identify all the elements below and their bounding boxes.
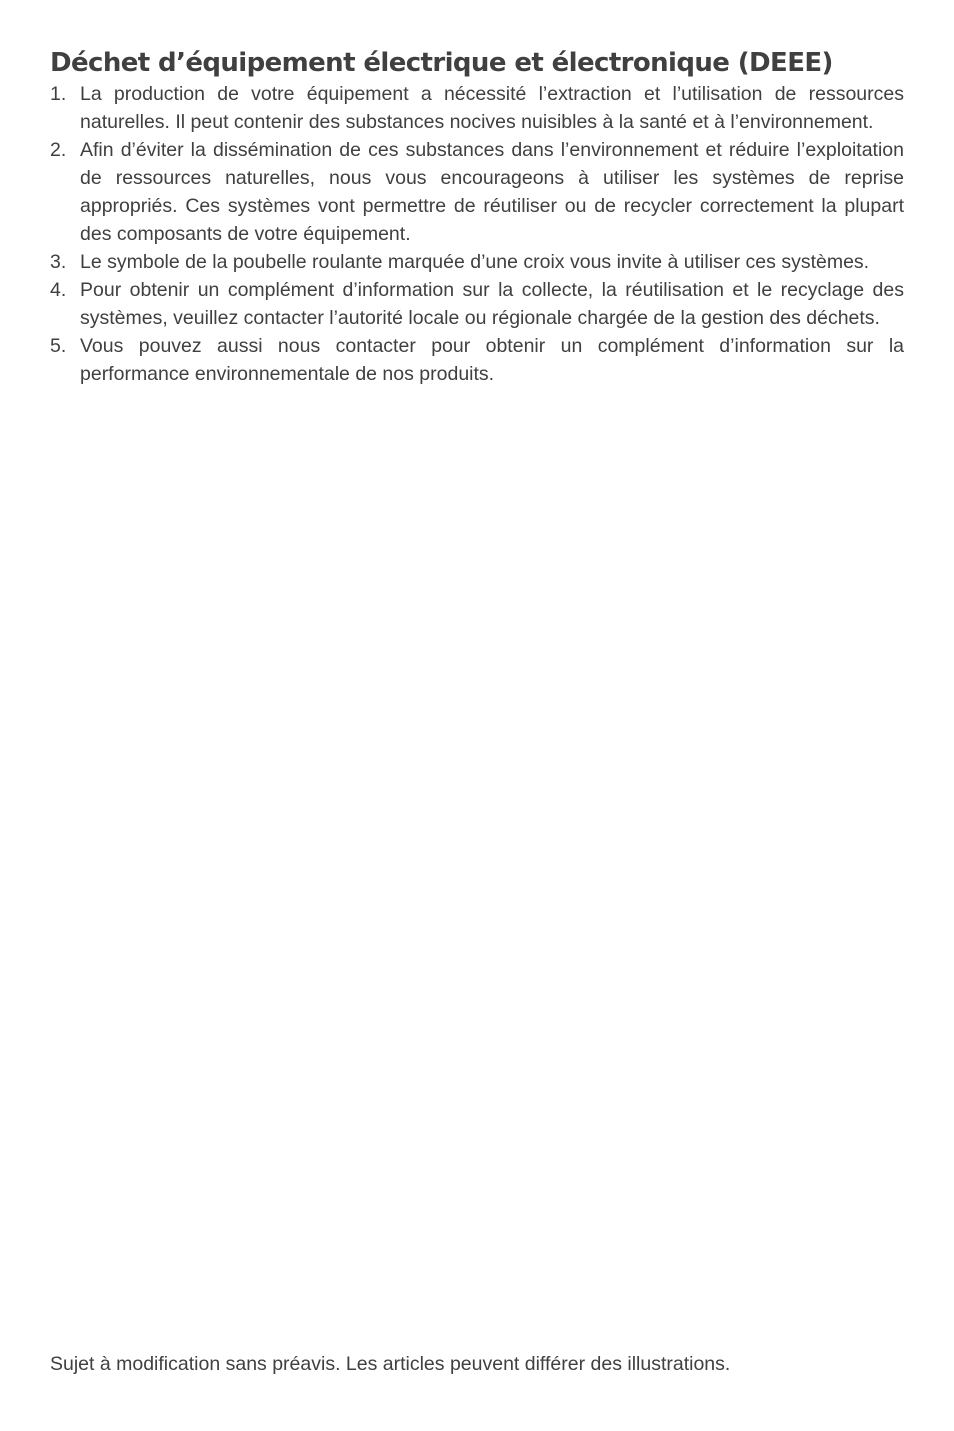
list-item	[50, 136, 904, 248]
document-body	[50, 44, 904, 388]
list-item-number: 1.	[50, 83, 67, 105]
list-item-text: Vous pouvez aussi nous contacter pour obtenir un complément d’information sur la performance environnementale de nos produits.	[80, 335, 904, 385]
list-item	[50, 248, 904, 276]
weee-list	[50, 80, 904, 388]
list-item-text: La production de votre équipement a nécessité l’extraction et l’utilisation de ressources naturelles. Il peut contenir des substances nocives nuisibles à la santé et à l’environnement.	[80, 83, 904, 133]
list-item-text: Afin d’éviter la dissémination de ces substances dans l’environnement et réduire l’exploitation de ressources naturelles, nous vous encourageons à utiliser les systèmes de reprise appropriés. Ces systèmes vont permettre de réutiliser ou de recycler correctement la plupart des composants de votre équipement.	[80, 139, 904, 245]
list-item-text: Le symbole de la poubelle roulante marquée d’une croix vous invite à utiliser ces systèmes.	[80, 251, 870, 273]
list-item-number: 2.	[50, 139, 67, 161]
list-item	[50, 332, 904, 388]
list-item-text: Pour obtenir un complément d’information sur la collecte, la réutilisation et le recyclage des systèmes, veuillez contacter l’autorité locale ou régionale chargée de la gestion des déchets.	[80, 279, 904, 329]
list-item-number: 3.	[50, 251, 67, 273]
list-item	[50, 80, 904, 136]
list-item-number: 4.	[50, 279, 67, 301]
footer-disclaimer: Sujet à modification sans préavis. Les articles peuvent différer des illustrations.	[50, 1353, 731, 1375]
list-item-number: 5.	[50, 335, 67, 357]
page-title: Déchet d’équipement électrique et électronique (DEEE)	[50, 48, 833, 78]
list-item	[50, 276, 904, 332]
